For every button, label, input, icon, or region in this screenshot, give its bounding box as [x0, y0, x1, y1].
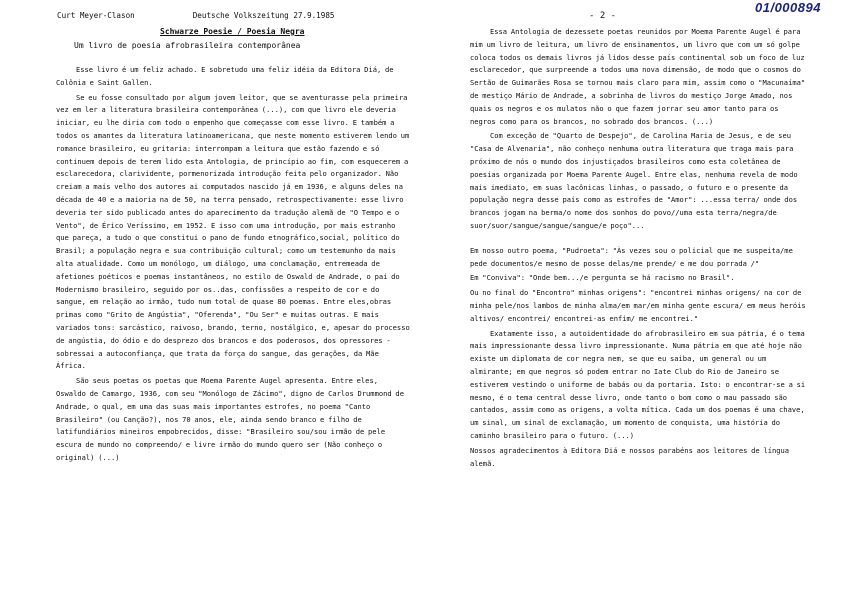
page-number: - 2 - — [589, 11, 617, 21]
archive-stamp: 01/000894 — [755, 0, 821, 15]
left-column-body — [56, 64, 411, 467]
paragraph: Se eu fosse consultado por algum jovem leitor, que se aventurasse pela primeira vez em ler a literatura brasileira contemporânea (...), com que livro ele deveria iniciar, eu lhe diria com todo o empenho que começasse com esse livro. E também a todos os amantes da literatura latinoamericana, que neste momento estiverem lendo um romance brasileiro, eu gritaria: interrompam a leitura que estão fazendo e só continuem depois de terem lido esta Antologia, de princípio ao fim, com esquecerem a esclarecedora, clarividente, pormenorizada introdução feita pelo organizador. Não creiam a mais velho dos autores ai computados nascido já em 1936, e alguns deles na década de 40 e a maioria na de 50, na terra pensado, retrospectivamente: esse livro deveria ter sido publicado antes do aparecimento da tradução alemã de "O Tempo e o Vento", de Érico Veríssimo, em 1952. E isso com uma introdução, por mais estranho que pareça, a tudo o que constitui o pano de fundo etnográfico,social, político do Brasil; a população negra e sua contribuição cultural; como um testemunho da mais alta atualidade. Como um monólogo, um diálogo, uma conclamação, entremeada de afetiones poéticos e poemas instantâneos, no estilo de Oswald de Andrade, o pai do Modernismo brasileiro, seguido por os..das, confissões a respeito de cor e do sangue, em relação ao irmão, tudo num total de quase 80 poemas. Entre eles,obras primas como "Grito de Angústia", "Oferenda", "Ou Ser" e muitas outras. E mais variados tons: sarcástico, raivoso, brando, terno, nostálgico, e, apesar do processo de angústia, do ódio e do desprezo dos brancos e dos poderosos, dos opressores - sobressai a autoconfiança, que trata da força do sangue, das gerações, da Mãe África. — [56, 92, 410, 371]
paragraph: Nossos agradecimentos à Editora Diá e nossos parabéns aos leitores de língua alemã. — [470, 445, 790, 468]
publication-source: Deutsche Volkszeitung 27.9.1985 — [192, 11, 335, 20]
paragraph: Em nosso outro poema, "Pudroeta": "Às vezes sou o policial que me suspeita/me pede documentos/e mesmo de posse delas/me prende/ e me dou porrada /" — [470, 245, 793, 268]
paragraph: Com exceção de "Quarto de Despejo", de Carolina Maria de Jesus, e de seu "Casa de Alvenaria", não conheço nenhuma outra literatura que traga mais para próximo de nós o mundo dos injustiçados brasileiros como esta coletânea de poesias organizada por Moema Parente Augel. Entre elas, nenhuma revela de modo mais imediato, em suas lacônicas linhas, o passado, o futuro e o presente da população negra desse país como as estrofes de "Amor": ...essa terra/ onde dos brancos jogam na berma/o nome dos sonhos do povo//uma esta terra/negra/de suor/suor/sangue/sangue/sangue/e poço"... — [470, 131, 798, 230]
paragraph: Em "Conviva": "Onde bem.../e pergunta se há racismo no Brasil". — [470, 273, 735, 283]
article-title: Schwarze Poesie / Poesia Negra — [160, 27, 305, 36]
paragraph: Essa Antologia de dezessete poetas reunidos por Moema Parente Augel é para mim um livro de leitura, um livro de ensinamentos, um livro que com um só golpe coloca todos os demais livros já lidos desse país continental sob um foco de luz esclarecedor, que surpreende a todos uma nova dimensão, de modo que o cosmos do Sertão de Guimarães Rosa se tornou mais claro para mim, assim como o "Macunaíma" de mestiço Mário de Andrade, a sobrinha de livros do mestiço Jorge Amado, nos quais os negros e os mulatos não o que fazem jorrar seu amor tanto para os negros como para os brancos, no sobrado dos brancos. (...) — [470, 27, 806, 126]
article-subtitle: Um livro de poesia afrobrasileira contemporânea — [74, 41, 301, 50]
paragraph: São seus poetas os poetas que Moema Parente Augel apresenta. Entre eles, Oswaldo de Camargo, 1936, com seu "Monólogo de Zácimo", digno de Carlos Drummond de Andrade, o qual, em uma das suas mais importantes estrofes, no poema "Canto Brasileiro" (ou Canção?), nos 70 anos, ele, ainda sendo branco e filho de latifundiários mineiros empobrecidos, disse: "Brasileiro sou/sou irmão de pele escura de mundo no compreendo/ e livre irmão do mundo quero ser (Não conheço o original) (...) — [56, 376, 404, 462]
paragraph: Esse livro é um feliz achado. E sobretudo uma feliz idéia da Editora Diá, de Colônia e Saint Gallen. — [56, 65, 394, 87]
author-name: Curt Meyer-Clason — [57, 11, 135, 20]
page-header — [57, 11, 357, 20]
right-column-body — [470, 26, 806, 472]
paragraph: Ou no final do "Encontro" minhas origens": "encontrei minhas origens/ na cor de minha pele/nos lambos de minha alma/em mar/em minha gente escura/ em meus heróis altivos/ encontrei/ encontrei-as enfim/ me encontrei." — [470, 288, 806, 323]
paragraph: Exatamente isso, a autoidentidade do afrobrasileiro em sua pátria, é o tema mais impressionante dessa livro impressionante. Numa pátria em que até hoje não existe um diplomata de cor negra nem, se que eu saiba, um general ou um almirante; em que negros só podem entrar no Iate Club do Rio de Janeiro se estiverem vestindo o uniforme de babás ou da portaria. Isto: o encontrar-se a si mesmo, é o tema central desse livro, onde tanto o bom como o mau passado são cantados, assim como as origens, a volta mítica. Cada um dos poemas é uma chave, um sinal, um sinal de exclamação, um momento de conquista, uma história do caminho brasileiro para o futuro. (...) — [470, 328, 806, 440]
